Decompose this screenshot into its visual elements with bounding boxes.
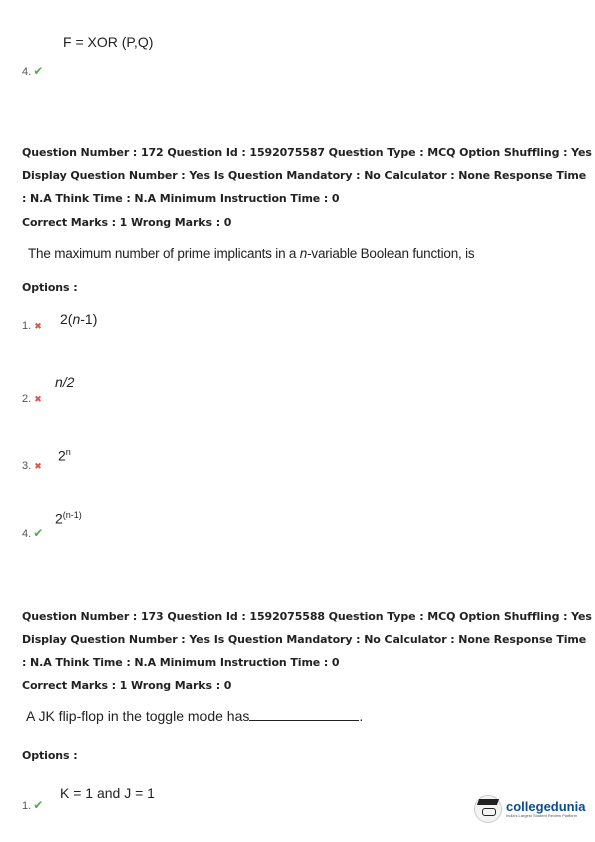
question-172-text: The maximum number of prime implicants in a n-variable Boolean function, is	[28, 246, 475, 261]
option-number: 4.	[22, 66, 32, 78]
previous-option-4	[22, 62, 43, 80]
meta-line: : N.A Think Time : N.A Minimum Instruction Time : 0	[22, 656, 340, 669]
option-number: 3.	[22, 460, 32, 472]
meta-line: Display Question Number : Yes Is Question Mandatory : No Calculator : None Response Time	[22, 169, 587, 182]
check-icon: ✔	[33, 798, 44, 812]
q172-option-2-text: n/2	[55, 374, 75, 390]
q172-option-1-marker	[22, 316, 42, 334]
q172-option-4-marker	[22, 524, 43, 542]
question-173-marks: Correct Marks : 1 Wrong Marks : 0	[22, 679, 232, 692]
q173-option-1-text: K = 1 and J = 1	[60, 785, 155, 801]
logo-brand: collegedunia	[506, 799, 586, 814]
meta-line: Question Number : 173 Question Id : 1592075588 Question Type : MCQ Option Shuffling : Yes	[22, 610, 592, 623]
answer-blank	[249, 708, 359, 721]
check-icon: ✔	[33, 64, 44, 78]
question-173-text: A JK flip-flop in the toggle mode has .	[26, 708, 364, 724]
q172-option-2-marker	[22, 389, 42, 407]
q172-option-1-text: 2(n-1)	[60, 311, 98, 327]
q173-option-1-marker	[22, 796, 43, 814]
question-172-meta	[22, 141, 592, 210]
check-icon: ✔	[33, 526, 44, 540]
cross-icon: ✖	[34, 461, 42, 471]
previous-formula: F = XOR (P,Q)	[63, 34, 154, 50]
option-number: 1.	[22, 800, 32, 812]
cross-icon: ✖	[34, 394, 42, 404]
option-number: 1.	[22, 320, 32, 332]
meta-line: Question Number : 172 Question Id : 1592075587 Question Type : MCQ Option Shuffling : Yes	[22, 146, 592, 159]
q172-option-4-text: 2$^{(n-1)}$	[55, 510, 82, 527]
collegedunia-logo	[474, 795, 585, 823]
question-173-options-label: Options :	[22, 749, 78, 762]
cross-icon: ✖	[34, 321, 42, 331]
logo-tagline: India's Largest Student Review Platform	[506, 813, 578, 818]
graduate-mascot-icon	[474, 795, 502, 823]
meta-line: Display Question Number : Yes Is Question Mandatory : No Calculator : None Response Time	[22, 633, 587, 646]
question-173-meta	[22, 605, 592, 674]
q172-option-3-marker	[22, 456, 42, 474]
question-172-options-label: Options :	[22, 281, 78, 294]
meta-line: : N.A Think Time : N.A Minimum Instruction Time : 0	[22, 192, 340, 205]
q172-option-3-text: 2$^n$	[58, 447, 71, 464]
question-172-marks: Correct Marks : 1 Wrong Marks : 0	[22, 216, 232, 229]
option-number: 2.	[22, 393, 32, 405]
option-number: 4.	[22, 528, 32, 540]
